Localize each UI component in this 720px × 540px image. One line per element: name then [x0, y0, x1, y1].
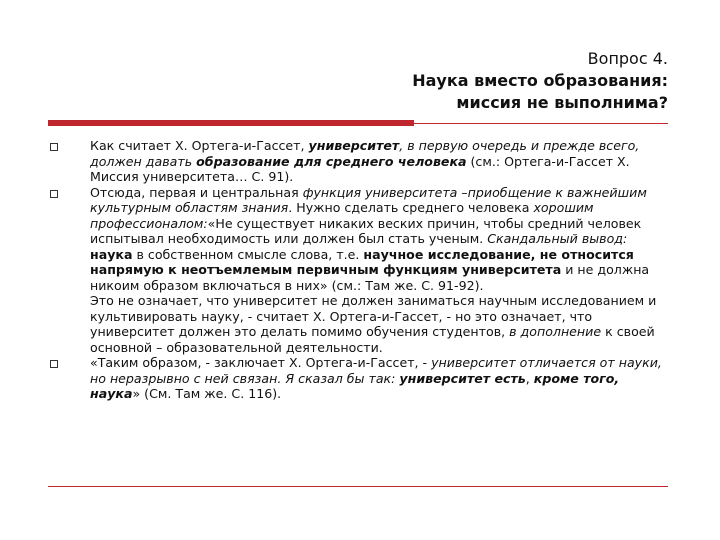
title-line-main: Наука вместо образования: [412, 71, 668, 90]
text-segment: университет [308, 138, 400, 153]
bullet-square-icon [50, 143, 58, 151]
text-segment: научное исследование, не относится напрямую к неотъемлемым первичным функциям университета [90, 246, 634, 277]
text-segment: университет отличается от науки, но неразрывно с ней связан [90, 355, 662, 386]
text-segment: Как считает Х. Ортега-и-Гассет, [90, 138, 309, 153]
bullet-item [48, 185, 672, 294]
bullet-item [48, 293, 672, 355]
slide-body [48, 138, 672, 402]
title-line-question: Вопрос 4. [587, 49, 668, 68]
text-segment: наука [90, 246, 133, 262]
bullet-square-icon [50, 360, 58, 368]
text-segment: «Таким образом, - заключает Х. Ортега-и-Гассет, - [90, 355, 432, 370]
text-segment: (см.: Ортега-и-Гассет Х. Миссия университета… С. 91). [90, 153, 630, 184]
bullet-item [48, 138, 672, 185]
text-segment: хорошим профессионалом: [90, 200, 594, 231]
text-segment: Скандальный вывод: [487, 231, 628, 246]
slide-title [412, 48, 668, 114]
accent-bar [48, 120, 414, 126]
text-segment: . Я сказал бы так: [277, 370, 400, 386]
text-segment: функция университета –приобщение к важнейшим культурным областям знания [90, 184, 647, 215]
text-segment: «Не существует никаких веских причин, чтобы средний человек испытывал необходимость или должен был стать ученым. [90, 215, 642, 246]
text-segment: университет есть [399, 370, 526, 386]
text-segment: и не должна никоим образом включаться в них» (см.: Там же. С. 91-92). [90, 262, 650, 293]
text-segment: кроме того, наука [90, 370, 620, 401]
text-segment: к своей основной – образовательной деятельности. [90, 324, 655, 355]
text-segment: в дополнение [509, 324, 602, 339]
bullet-item [48, 355, 672, 402]
text-segment: , [525, 370, 534, 386]
text-segment: » (См. Там же. С. 116). [132, 386, 282, 401]
text-segment: , в первую очередь и прежде всего, должен давать [90, 138, 640, 169]
title-line-sub: миссия не выполнима? [456, 93, 668, 112]
text-segment: образование для среднего человека [196, 153, 467, 169]
bottom-divider [48, 486, 668, 487]
text-segment: Отсюда, первая и центральная [90, 184, 303, 200]
text-segment: . Нужно сделать среднего человека [288, 200, 534, 215]
text-segment: Это не означает, что университет не должен заниматься научным исследованием и культивировать науку, - считает Х. Ортега-и-Гассет, - но это означает, что университет должен это делать помимо обучения студентов, [90, 293, 657, 339]
text-segment: в собственном смысле слова, т.е. [132, 246, 364, 262]
bullet-square-icon [50, 190, 58, 198]
